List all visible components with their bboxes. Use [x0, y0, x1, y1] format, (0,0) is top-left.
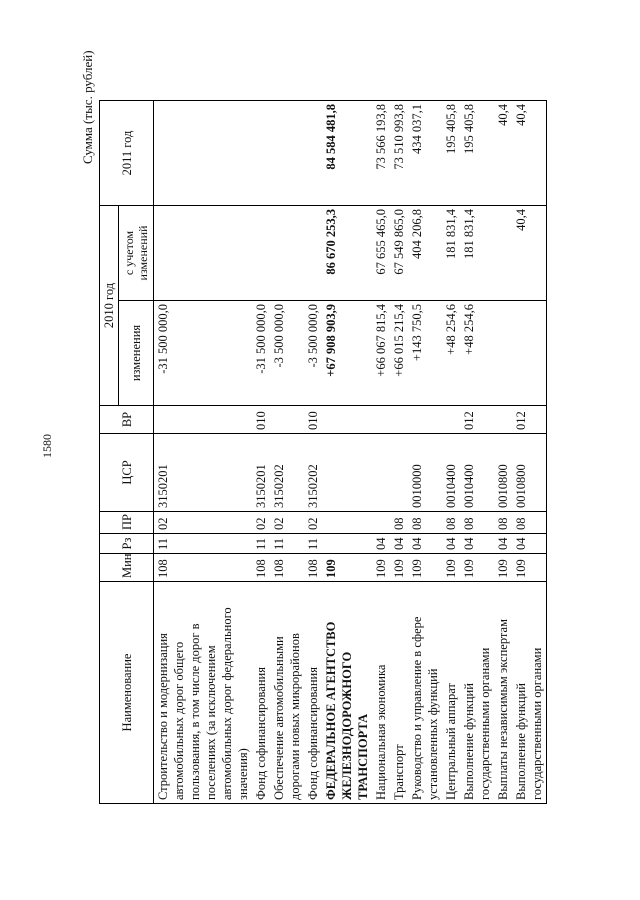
table-row: [270, 100, 304, 803]
budget-table: [99, 100, 547, 804]
cell-min: 109: [512, 554, 547, 582]
cell-min: 109: [372, 554, 390, 582]
cell-name: Транспорт: [390, 582, 408, 804]
cell-with-changes: 67 549 865,0: [390, 205, 408, 300]
table-body: [154, 100, 547, 803]
cell-pr: 02: [252, 512, 270, 534]
cell-min: 109: [408, 554, 442, 582]
cell-min: 108: [154, 554, 253, 582]
table-row: [322, 100, 372, 803]
cell-csr: 0010800: [512, 434, 547, 512]
cell-rz: 11: [304, 534, 322, 554]
cell-csr: 0010400: [442, 434, 460, 512]
cell-2011: 73 510 993,8: [390, 100, 408, 205]
cell-vr: [154, 406, 253, 434]
header-changes: изменения: [119, 301, 154, 406]
table-row: [460, 100, 494, 803]
cell-changes: [512, 301, 547, 406]
cell-rz: 04: [442, 534, 460, 554]
cell-vr: [372, 406, 390, 434]
cell-vr: 010: [304, 406, 322, 434]
cell-name: Руководство и управление в сфере установленных функций: [408, 582, 442, 804]
header-pr: ПР: [100, 512, 154, 534]
cell-pr: 08: [512, 512, 547, 534]
cell-vr: [390, 406, 408, 434]
cell-changes: +143 750,5: [408, 301, 442, 406]
header-rz: Рз: [100, 534, 154, 554]
cell-name: Фонд софинансирования: [252, 582, 270, 804]
cell-csr: 3150202: [270, 434, 304, 512]
cell-rz: 11: [270, 534, 304, 554]
cell-pr: 02: [270, 512, 304, 534]
cell-with-changes: [270, 205, 304, 300]
cell-changes: -31 500 000,0: [252, 301, 270, 406]
cell-csr: 3150202: [304, 434, 322, 512]
cell-with-changes: [154, 205, 253, 300]
header-2011: 2011 год: [100, 100, 154, 205]
cell-with-changes: [252, 205, 270, 300]
cell-changes: -3 500 000,0: [304, 301, 322, 406]
cell-2011: 73 566 193,8: [372, 100, 390, 205]
cell-2011: [252, 100, 270, 205]
cell-2011: 195 405,8: [460, 100, 494, 205]
cell-csr: 0010000: [408, 434, 442, 512]
header-vr: ВР: [100, 406, 154, 434]
cell-csr: [372, 434, 390, 512]
cell-2011: 434 037,1: [408, 100, 442, 205]
cell-2011: 40,4: [494, 100, 512, 205]
cell-rz: 11: [154, 534, 253, 554]
cell-min: 109: [322, 554, 372, 582]
cell-name: Национальная экономика: [372, 582, 390, 804]
table-row: [252, 100, 270, 803]
cell-changes: +48 254,6: [460, 301, 494, 406]
page-number: 1580: [40, 434, 54, 458]
cell-name: Строительство и модернизация автомобильных дорог общего пользования, в том числе дорог в поселениях (за исключением автомобильных дорог федерального значения): [154, 582, 253, 804]
cell-name: Выполнение функций государственными органами: [460, 582, 494, 804]
cell-pr: 02: [154, 512, 253, 534]
cell-pr: 08: [494, 512, 512, 534]
cell-pr: 02: [304, 512, 322, 534]
cell-with-changes: 181 831,4: [442, 205, 460, 300]
cell-name: Обеспечение автомобильными дорогами новых микрорайонов: [270, 582, 304, 804]
cell-name: ФЕДЕРАЛЬНОЕ АГЕНТСТВО ЖЕЛЕЗНОДОРОЖНОГО ТРАНСПОРТА: [322, 582, 372, 804]
cell-name: Выполнение функций государственными органами: [512, 582, 547, 804]
cell-min: 109: [442, 554, 460, 582]
cell-changes: +66 067 815,4: [372, 301, 390, 406]
table-row: [304, 100, 322, 803]
cell-2011: [270, 100, 304, 205]
header-name: Наименование: [100, 582, 154, 804]
cell-vr: [270, 406, 304, 434]
cell-csr: 0010400: [460, 434, 494, 512]
cell-changes: +48 254,6: [442, 301, 460, 406]
cell-pr: 08: [390, 512, 408, 534]
table-row: [512, 100, 547, 803]
cell-changes: +67 908 903,9: [322, 301, 372, 406]
cell-with-changes: 67 655 465,0: [372, 205, 390, 300]
table-row: [408, 100, 442, 803]
cell-with-changes: 86 670 253,3: [322, 205, 372, 300]
cell-rz: 04: [390, 534, 408, 554]
cell-vr: [494, 406, 512, 434]
cell-min: 108: [304, 554, 322, 582]
cell-csr: 0010800: [494, 434, 512, 512]
cell-with-changes: [304, 205, 322, 300]
header-csr: ЦСР: [100, 434, 154, 512]
cell-vr: 010: [252, 406, 270, 434]
cell-changes: [494, 301, 512, 406]
cell-changes: -3 500 000,0: [270, 301, 304, 406]
cell-2011: [304, 100, 322, 205]
cell-with-changes: 40,4: [512, 205, 547, 300]
table-row: [372, 100, 390, 803]
cell-vr: 012: [460, 406, 494, 434]
table-row: [154, 100, 253, 803]
cell-pr: [372, 512, 390, 534]
table-row: [390, 100, 408, 803]
cell-vr: 012: [512, 406, 547, 434]
cell-pr: 08: [460, 512, 494, 534]
cell-rz: [322, 534, 372, 554]
cell-vr: [442, 406, 460, 434]
cell-vr: [408, 406, 442, 434]
cell-2011: [154, 100, 253, 205]
header-2010: 2010 год: [100, 205, 119, 405]
header-with-changes: с учетом изменений: [119, 205, 154, 300]
cell-pr: 08: [408, 512, 442, 534]
cell-min: 109: [390, 554, 408, 582]
cell-pr: 08: [442, 512, 460, 534]
cell-min: 108: [252, 554, 270, 582]
cell-2011: 40,4: [512, 100, 547, 205]
cell-2011: 84 584 481,8: [322, 100, 372, 205]
cell-rz: 04: [408, 534, 442, 554]
table-row: [494, 100, 512, 803]
table-row: [442, 100, 460, 803]
cell-name: Центральный аппарат: [442, 582, 460, 804]
units-caption: Сумма (тыс. рублей): [80, 50, 95, 164]
cell-with-changes: [494, 205, 512, 300]
cell-2011: 195 405,8: [442, 100, 460, 205]
cell-csr: 3150201: [154, 434, 253, 512]
cell-name: Фонд софинансирования: [304, 582, 322, 804]
cell-csr: [322, 434, 372, 512]
cell-rz: 04: [372, 534, 390, 554]
cell-rz: 04: [494, 534, 512, 554]
cell-rz: 11: [252, 534, 270, 554]
cell-with-changes: 404 206,8: [408, 205, 442, 300]
cell-vr: [322, 406, 372, 434]
cell-min: 109: [494, 554, 512, 582]
header-min: Мин: [100, 554, 154, 582]
cell-rz: 04: [512, 534, 547, 554]
cell-with-changes: 181 831,4: [460, 205, 494, 300]
cell-csr: 3150201: [252, 434, 270, 512]
cell-csr: [390, 434, 408, 512]
cell-min: 109: [460, 554, 494, 582]
cell-name: Выплаты независимым экспертам: [494, 582, 512, 804]
cell-pr: [322, 512, 372, 534]
cell-min: 108: [270, 554, 304, 582]
cell-changes: -31 500 000,0: [154, 301, 253, 406]
cell-rz: 04: [460, 534, 494, 554]
cell-changes: +66 015 215,4: [390, 301, 408, 406]
